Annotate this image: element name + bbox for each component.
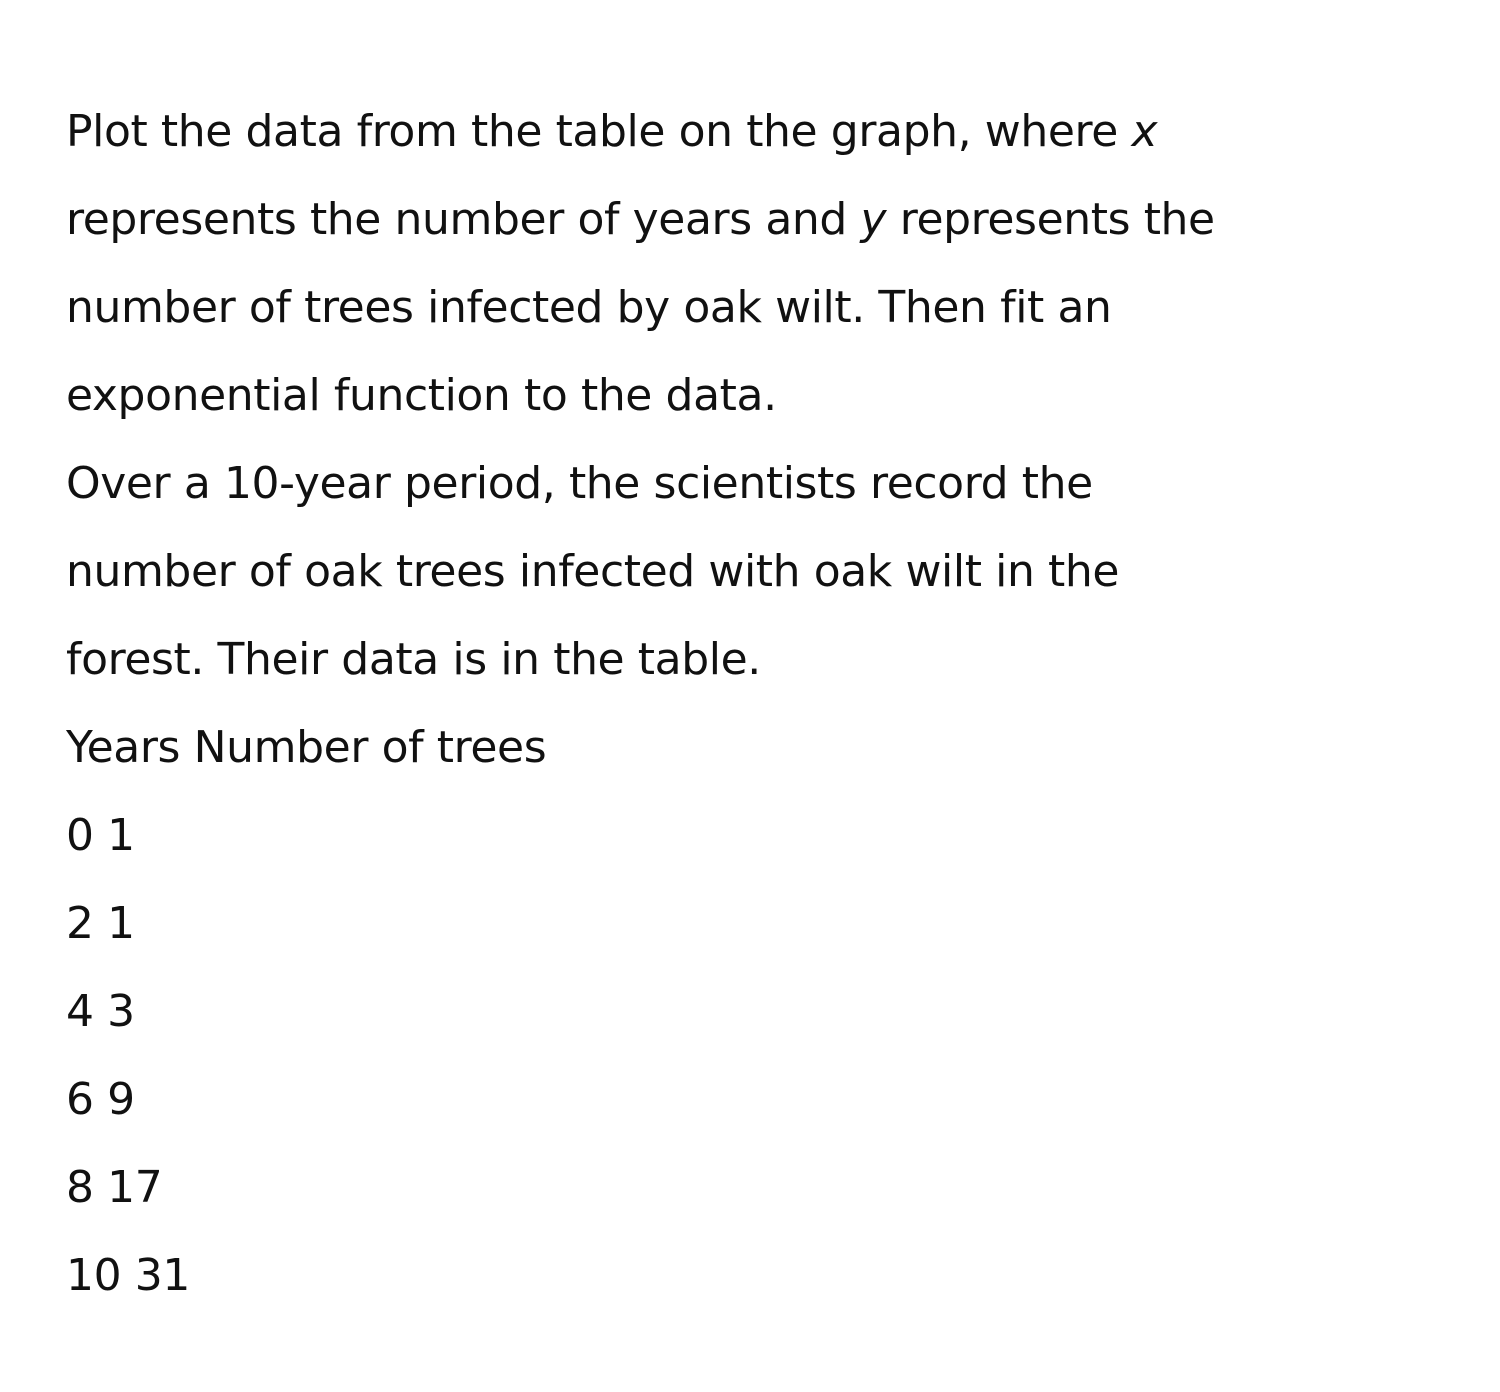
problem-line-2	[66, 176, 1466, 264]
problem-text: represents the	[886, 194, 1215, 245]
problem-document	[66, 88, 1466, 1320]
problem-text: Plot the data from the table on the graph, where	[66, 106, 1132, 157]
problem-line-1	[66, 88, 1466, 176]
table-row: 6 9	[66, 1074, 135, 1125]
context-line-1: Over a 10-year period, the scientists record the	[66, 458, 1093, 509]
problem-line-3: number of trees infected by oak wilt. Then fit an	[66, 282, 1112, 333]
variable-y: y	[860, 194, 887, 245]
context-line-3: forest. Their data is in the table.	[66, 634, 761, 685]
table-row: 0 1	[66, 810, 135, 861]
problem-text: represents the number of years and	[66, 194, 861, 245]
variable-x: x	[1131, 106, 1158, 157]
table-row: 8 17	[66, 1162, 163, 1213]
table-row: 4 3	[66, 986, 135, 1037]
table-header: Years Number of trees	[66, 722, 547, 773]
problem-line-4: exponential function to the data.	[66, 370, 777, 421]
table-row: 10 31	[66, 1250, 190, 1301]
context-line-2: number of oak trees infected with oak wilt in the	[66, 546, 1120, 597]
table-row: 2 1	[66, 898, 135, 949]
